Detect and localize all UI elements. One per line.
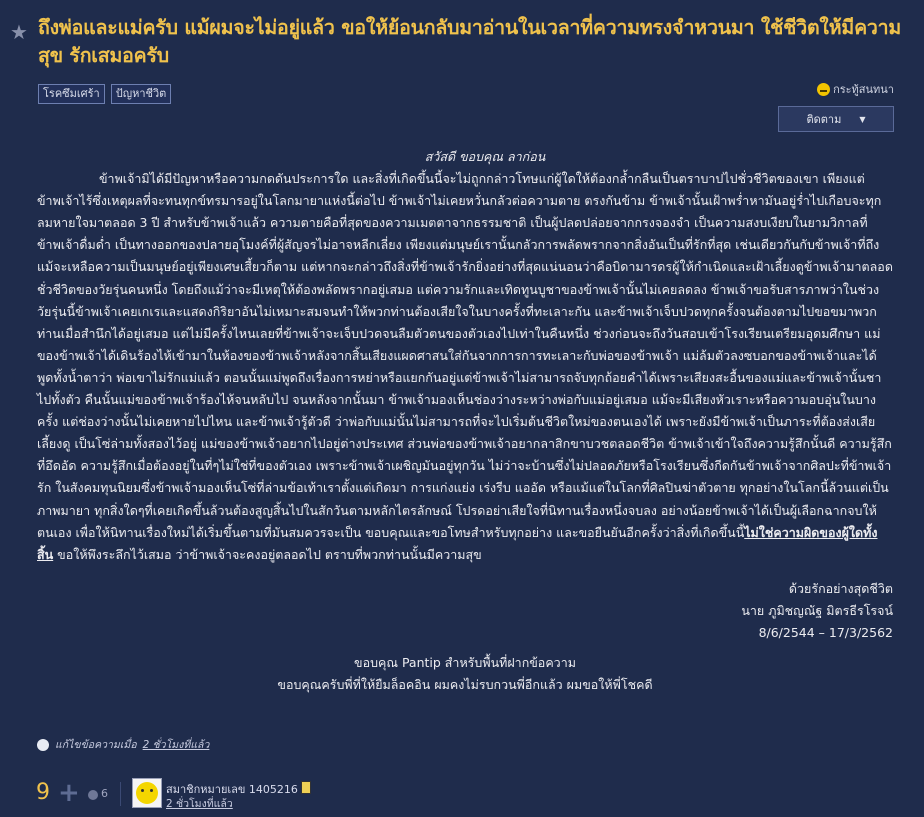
tag-life-problems[interactable]: ปัญหาชีวิต bbox=[111, 84, 172, 104]
topic-title: ถึงพ่อและแม่ครับ แม้ผมจะไม่อยู่แล้ว ขอให้ย้อนกลับมาอ่านในเวลาที่ความทรงจำหวนมา ใช้ชีวิตให้มีความสุข รักเสมอครับ bbox=[38, 16, 902, 67]
post-paragraph bbox=[37, 168, 893, 566]
member-badge-icon bbox=[301, 781, 311, 794]
vote-count: 9 bbox=[36, 780, 50, 805]
caret-down-icon: ▼ bbox=[859, 114, 866, 124]
follow-button[interactable] bbox=[778, 106, 894, 132]
topic-type bbox=[817, 80, 894, 98]
edit-icon bbox=[37, 739, 49, 751]
post-text-before: ข้าพเจ้ามิได้มีปัญหาหรือความกดดันประการใด และสิ่งที่เกิดขึ้นนี้จะไม่ถูกกล่าวโทษแก่ผู้ใดให้ต้องกล้ำกลืนเป็นตราบาปไปชั่วชีวิตของเขา เพียงแต่ข้าพเจ้าไร้ซึ่งเหตุผลที่จะทนทุกข์ทรมารอยู่ในโลกมายาแห่งนี้ต่อไป ข้าพเจ้าไม่เคยหวั่นกลัวต่อความตาย ตรงกันข้าม ข้าพเจ้านั้นเฝ้าพร่ำหามันอยู่ร่ำไปเกือบจะทุกลมหายใจมาตลอด 3 ปี สำหรับข้าพเจ้าแล้ว ความตายคือที่สุดของความเมตตาจากธรรมชาติ เป็นผู้ปลดปล่อยจากกรงจองจำ เป็นความสงบเงียบในยามวิกาลที่ข้าพเจ้าดื่มด่ำ เป็นทางออกของปลายอุโมงค์ที่ผู้สัญจรไม่อาจหลีกเลี่ยง เพียงแต่มนุษย์เรานั้นกลัวการพลัดพรากจากสิ่งอันเป็นที่รักที่สุด เช่นเดียวกันกับข้าพเจ้าที่ถึงแม้จะเหลือความเป็นมนุษย์อยู่เพียงเศษเสี้ยวก็ตาม แต่หากจะกล่าวถึงสิ่งที่ข้าพเจ้ารักยิ่งอย่างที่สุดแน่นอนว่าคือบิดามารดรผู้ให้กำเนิดและเฝ้าเลี้ยงดูข้าพเจ้ามาตลอดชั่วชีวิตของวัยรุ่นคนหนึ่ง โดยถึงแม้ว่าจะมีเหตุให้ต้องพลัดพรากอยู่เสมอ แต่ความรักและเทิดทูนบูชาของข้าพเจ้านั้นไม่เคยลดลง ข้าพเจ้าขอรับสารภาพว่าในช่วงวัยรุ่นนี้ข้าพเจ้าเคยเกเรและแสดงกิริยาอันไม่เหมาะสมจนทำให้พวกท่านต้องเสียใจในบางครั้งที่ทะเลาะกัน และข้าพเจ้าเจ็บปวดทุกครั้งจนต้องตามไปขอขมาพวกท่านเมื่อสำนึกได้อยู่เสมอ แต่ไม่มีครั้งไหนเลยที่ข้าพเจ้าจะเจ็บปวดจนลืมตัวตนของตัวเองไปเท่าในคืนหนึ่ง ช่วงก่อนจะถึงวันสอบเข้าโรงเรียนเตรียมอุดมศึกษา แม่ของข้าพเจ้าได้เดินร้องไห้เข้ามาในห้องของข้าพเจ้าหลังจากสิ้นเสียงแผดศาสนใส่กันจากการการทะเลาะกับพ่อของข้าพเจ้า แม่ล้มตัวลงซบอกของข้าพเจ้าและได้พูดทั้งน้ำตาว่า พ่อเขาไม่รักแม่แล้ว ตอนนั้นแม่พูดถึงเรื่องการหย่าหรือแยกกันอยู่แต่ข้าพเจ้าไม่สามารถจับทุกถ้อยคำได้เพราะเสียงสะอื้นของแม่และข้าพเจ้านั้นชาไปทั้งตัว คืนนั้นแม่ของข้าพเจ้าร้องไห้จนหลับไป จนหลังจากนั้นมา ข้าพเจ้ามองเห็นช่องว่างระหว่างพ่อกับแม่อยู่เสมอ แม้จะมีเสียงหัวเราะหรือความอบอุ่นในบางครั้ง แต่ช่องว่างนั้นไม่เคยหายไปไหน และข้าพเจ้ารู้ตัวดี ว่าพ่อกับแม่นั้นไม่สามารถที่จะไปเริ่มต้นชีวิตใหม่ของตนเองได้ เพราะยังมีข้าพเจ้าเป็นภาระที่ต้องส่งเสียเลี้ยงดู เป็นโซ่ล่ามทั้งสองไว้อยู่ แม่ของข้าพเจ้าอยากไปอยู่ต่างประเทศ ส่วนพ่อของข้าพเจ้าอยากลาสิกขาบวชตลอดชีวิต ข้าพเจ้าเข้าใจถึงความรู้สึกนั้นดี ความรู้สึกที่อึดอัด ความรู้สึกเมื่อต้องอยู่ในที่ๆไม่ใช่ที่ของตัวเอง เพราะข้าพเจ้าเผชิญมันอยู่ทุกวัน ไม่ว่าจะบ้านซึ่งไม่ปลอดภัยหรือโรงเรียนซึ่งกีดกันข้าพเจ้าจากศิลปะที่ข้าพเจ้ารัก ในสังคมทุนนิยมซึ่งข้าพเจ้ามองเห็นโซ่ที่ล่ามข้อเท้าเราตั้งแต่เกิดมา การแก่งแย่ง เร่งรีบ แออัด หรือแม้แต่ในโลกที่ศิลปินฆ่าตัวตาย ทุกอย่างในโลกนี้ล้วนแต่เป็นภาพมายา ทุกสิ่งใดๆที่เคยเกิดขึ้นล้วนต้องสูญสิ้นไปในสักวันตามหลักไตรลักษณ์ โปรดอย่าเสียใจที่นิทานเรื่องหนึ่งจบลง อย่างน้อยข้าพเจ้าได้เป็นผู้เลือกฉากจบให้ตนเอง เพื่อให้นิทานเรื่องใหม่ได้เริ่มขึ้นตามที่มันสมควรจะเป็น ขอบคุณและขอโทษสำหรับทุกอย่าง และขอยืนยันอีกครั้งว่าสิ่งที่เกิดขึ้นนี้ bbox=[37, 171, 893, 540]
emotion-count: 6 bbox=[101, 787, 108, 800]
tag-list bbox=[38, 84, 171, 104]
avatar-smiley bbox=[136, 782, 158, 804]
thanks-login: ขอบคุณครับพี่ที่ให้ยืมล็อคอิน ผมคงไม่รบกวนพี่อีกแล้ว ผมขอให้พี่โชคดี bbox=[277, 677, 653, 693]
signature-dates: 8/6/2544 – 17/3/2562 bbox=[758, 624, 893, 640]
post-text-after: ขอให้พึงระลึกไว้เสมอ ว่าข้าพเจ้าจะคงอยู่ตลอดไป ตราบที่พวกท่านนั้นมีความสุข bbox=[53, 546, 482, 562]
topic-header bbox=[8, 14, 913, 70]
post-emphasis: ไม่ใช่ความผิดของผู้ใดทั้งสิ้น bbox=[37, 524, 878, 562]
avatar[interactable] bbox=[132, 778, 162, 808]
follow-label: ติดตาม bbox=[806, 113, 842, 126]
emotion-icon bbox=[817, 83, 830, 96]
signature-line: ด้วยรักอย่างสุดชีวิต bbox=[788, 580, 893, 596]
post-greeting: สวัสดี ขอบคุณ ลาก่อน bbox=[424, 149, 546, 164]
emotion-count-icon[interactable] bbox=[88, 790, 98, 800]
thanks-pantip: ขอบคุณ Pantip สำหรับพื้นที่ฝากข้อความ bbox=[354, 655, 576, 671]
edit-note-time[interactable]: 2 ชั่วโมงที่แล้ว bbox=[142, 739, 210, 751]
post-footer bbox=[36, 778, 336, 810]
tag-depression[interactable]: โรคซึมเศร้า bbox=[38, 84, 105, 104]
footer-divider bbox=[120, 782, 121, 806]
signature-name: นาย ภูมิชญณัฐ มิตรธีรโรจน์ bbox=[741, 602, 893, 618]
post-body bbox=[37, 146, 893, 696]
edit-note-prefix: แก้ไขข้อความเมื่อ bbox=[55, 739, 137, 751]
edit-note bbox=[37, 736, 209, 753]
topic-type-label: กระทู้สนทนา bbox=[833, 83, 894, 96]
member-time[interactable]: 2 ชั่วโมงที่แล้ว bbox=[166, 798, 233, 810]
member-name[interactable]: สมาชิกหมายเลข 1405216 bbox=[166, 783, 298, 796]
plus-icon[interactable]: + bbox=[58, 778, 80, 808]
star-icon[interactable]: ★ bbox=[10, 20, 28, 44]
